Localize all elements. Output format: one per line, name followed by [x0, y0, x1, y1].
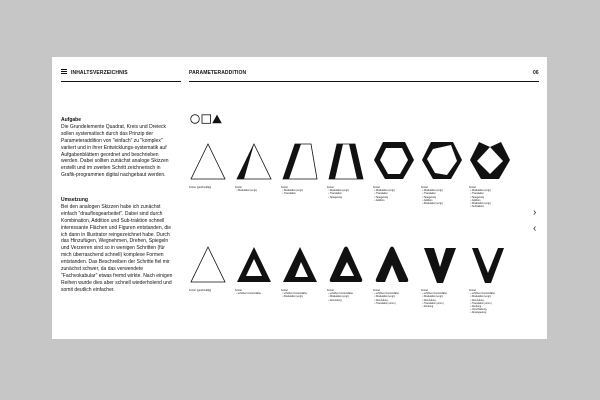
triangle-rounded [327, 243, 365, 287]
triangle-mirrored [327, 139, 365, 183]
triangle-thick-outline [235, 243, 273, 287]
caption-r1-2: Kontur • Modulation (engl.) [235, 186, 279, 192]
caption-r1-3: Kontur • Modulation (engl.) • Translation [281, 186, 325, 196]
triangle-outline-thin [189, 139, 227, 183]
triangle-modulated [235, 139, 273, 183]
prev-page-arrow-icon[interactable]: ‹ [533, 223, 537, 234]
v-shape-mirrored [469, 243, 507, 287]
caption-r1-4: Kontur • Modulation (engl.) • Translation • Spiegelung [327, 186, 371, 199]
umsetzung-paragraph: Bei den analogen Skizzen habe ich zunächst einfach "drauflosgearbeitet". Dabei sind durch Kombination, Addition und Sub-traktion schnell interessante Flächen und Figuren entstanden, die ich dann in Illustrator reingezeichnet habe. Durch das Hinzufügen, Wegnehmen, Drehen, Spiegeln und Verzerren sind so in wenigen Schritten (für mich überraschend schnell) komplexe Formen entstanden. Das Beschreiben der Schritte fiel mir zunächst schwer, da das verwendete "Fachvokabular" etwas fremd wirkte. Nach einigen Reihen wurde dies aber schnell wiederholend und somit deutlich einfacher. [61, 203, 173, 293]
shape-r1-1 [189, 139, 227, 183]
header-rule-right [189, 81, 539, 82]
shape-r1-4 [327, 139, 365, 183]
document-page [52, 57, 547, 339]
header-rule-left [61, 81, 181, 82]
aufgabe-heading: Aufgabe [61, 117, 81, 123]
v-shape-bold [421, 243, 459, 287]
shape-r2-5 [373, 243, 411, 287]
shape-r2-3 [281, 243, 319, 287]
aufgabe-paragraph: Die Grundelemente Quadrat, Kreis und Dreieck sollen systematisch durch das Prinzip der Parameteraddition von "einfach" zu "komplex" variiert und in ihrer Entwicklungs-systematik auf Aufgabenblättern geordnet und beschrieben werden. Dabei sollten zunächst analoge Skizzen erstellt und im zweiten Schritt zeichnerisch in Grafik-programmen digital nachgebaut werden. [61, 123, 169, 179]
triangle-outline-thin [189, 243, 227, 287]
shape-r1-5 [373, 139, 415, 183]
triangle-translated [281, 139, 319, 183]
page-number: 06 [533, 70, 539, 76]
shape-r1-7 [469, 139, 511, 183]
caption-r1-1: Kontur (gleichmäßig) [189, 186, 212, 189]
shape-r2-7 [469, 243, 507, 287]
square-outline-icon[interactable] [202, 115, 211, 124]
menu-icon[interactable] [61, 69, 67, 76]
next-page-arrow-icon[interactable]: › [533, 207, 537, 218]
hexagon-subtracted [469, 139, 511, 183]
shape-r2-2 [235, 243, 273, 287]
umsetzung-block [61, 197, 173, 294]
caption-r2-5: Kontur • erhöhen Konturstärke • Modulation (engl.) • Abrundung • Translation (umm.) [373, 289, 417, 305]
hexagon-modulated [421, 139, 463, 183]
toc-link[interactable]: INHALTSVERZEICHNIS [71, 70, 128, 76]
umsetzung-heading: Umsetzung [61, 197, 88, 203]
aufgabe-block [61, 117, 173, 179]
circle-outline-icon[interactable] [191, 115, 200, 124]
caption-r2-6: Kontur • erhöhen Konturstärke • Modulation (engl.) • Abrundung • Translation (umm.) • Drehung [421, 289, 465, 308]
shape-r2-4 [327, 243, 365, 287]
hexagon-shape [373, 139, 415, 183]
shape-r1-2 [235, 139, 273, 183]
page-title: PARAMETERADDITION [189, 70, 247, 76]
triangle-thick-modulated [281, 243, 319, 287]
caption-r1-7: Kontur • Modulation (engl.) • Translation • Spiegelung • Addition • Modulation (engl.) • Subtraktion [469, 186, 513, 208]
caption-r2-3: Kontur • erhöhen Konturstärke • Modulation (engl.) [281, 289, 325, 299]
triangle-translated-open [373, 243, 411, 287]
shape-r1-6 [421, 139, 463, 183]
caption-r2-2: Kontur • erhöhen Konturstärke [235, 289, 279, 295]
caption-r2-1: Kontur (gleichmäßig) [189, 289, 212, 292]
shape-r1-3 [281, 139, 319, 183]
caption-r2-4: Kontur • erhöhen Konturstärke • Modulation (engl.) • Abrundung [327, 289, 371, 302]
triangle-filled-icon[interactable] [212, 115, 222, 124]
caption-r1-6: Kontur • Modulation (engl.) • Translation • Spiegelung • Addition • Modulation (engl.) [421, 186, 465, 205]
shape-r2-6 [421, 243, 459, 287]
caption-r1-5: Kontur • Modulation (engl.) • Translation • Spiegelung • Addition [373, 186, 417, 202]
shape-r2-1 [189, 243, 227, 287]
caption-r2-7: Kontur • erhöhen Konturstärke • Modulation (engl.) • Abrundung • Translation (umm.) • Drehung • Verschiebung • Abspiegelung [469, 289, 513, 315]
shape-selector [189, 113, 223, 125]
